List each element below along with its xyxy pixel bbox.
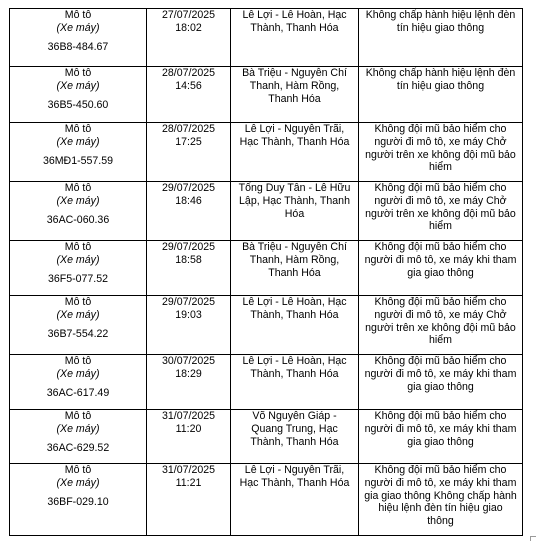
violation-time: 17:25: [175, 135, 202, 148]
table-row: [10, 296, 523, 355]
license-plate: 36AC-617.49: [46, 386, 110, 399]
violation-location: Bà Triệu - Nguyễn Chí Thanh, Hàm Rồng, Thanh Hóa: [242, 241, 347, 279]
vehicle-cell: [10, 182, 147, 241]
violation-cell: [359, 464, 523, 536]
datetime-cell: [147, 241, 231, 296]
table-row: [10, 241, 523, 296]
vehicle-type: Mô tô: [64, 296, 92, 308]
vehicle-cell: [10, 123, 147, 182]
vehicle-cell: [10, 67, 147, 123]
vehicle-type: Mô tô: [64, 410, 92, 422]
violation-date: 29/07/2025: [161, 296, 216, 308]
violation-time: 18:29: [175, 367, 202, 380]
vehicle-cell: [10, 9, 147, 67]
vehicle-cell: [10, 296, 147, 355]
violation-cell: [359, 67, 523, 123]
vehicle-subtype: (Xe máy): [56, 21, 100, 34]
location-cell: [231, 296, 359, 355]
table-row: [10, 123, 523, 182]
table-row: [10, 182, 523, 241]
license-plate: 36AC-629.52: [46, 441, 110, 454]
violation-location: Lê Lợi - Lê Hoàn, Hạc Thành, Thanh Hóa: [242, 9, 347, 34]
violation-location: Võ Nguyên Giáp - Quang Trung, Hạc Thành, Thanh Hóa: [250, 410, 339, 448]
violations-table: [9, 8, 523, 536]
vehicle-type: Mô tô: [64, 123, 92, 135]
violation-time: 11:21: [175, 476, 202, 489]
table-row: [10, 9, 523, 67]
violation-date: 31/07/2025: [161, 410, 216, 422]
location-cell: [231, 182, 359, 241]
datetime-cell: [147, 296, 231, 355]
violation-cell: [359, 296, 523, 355]
vehicle-type: Mô tô: [64, 9, 92, 21]
page-corner-mark: [530, 536, 536, 541]
vehicle-subtype: (Xe máy): [56, 194, 100, 207]
violation-description: Không chấp hành hiệu lệnh đèn tín hiệu giao thông: [365, 9, 516, 34]
violation-location: Lê Lợi - Lê Hoàn, Hạc Thành, Thanh Hóa: [242, 296, 347, 321]
vehicle-subtype: (Xe máy): [56, 422, 100, 435]
license-plate: 36MĐ1-557.59: [42, 154, 114, 167]
vehicle-type: Mô tô: [64, 241, 92, 253]
location-cell: [231, 123, 359, 182]
violation-description: Không đội mũ bảo hiểm cho người đi mô tô, xe máy khi tham gia giao thông: [364, 355, 517, 393]
violation-date: 30/07/2025: [161, 355, 216, 367]
datetime-cell: [147, 67, 231, 123]
vehicle-cell: [10, 464, 147, 536]
table-row: [10, 464, 523, 536]
vehicle-type: Mô tô: [64, 67, 92, 79]
location-cell: [231, 410, 359, 464]
vehicle-subtype: (Xe máy): [56, 253, 100, 266]
violation-cell: [359, 355, 523, 410]
violation-description: Không đội mũ bảo hiểm cho người đi mô tô, xe máy khi tham gia giao thông Không chấp hành hiệu lệnh đèn tín hiệu giao thông: [364, 464, 517, 528]
violation-description: Không đội mũ bảo hiểm cho người đi mô tô, xe máy Chở người trên xe không đội mũ bảo hiểm: [365, 296, 516, 347]
table-row: [10, 410, 523, 464]
vehicle-type: Mô tô: [64, 182, 92, 194]
datetime-cell: [147, 355, 231, 410]
violation-date: 29/07/2025: [161, 241, 216, 253]
table-row: [10, 355, 523, 410]
license-plate: 36BF-029.10: [47, 495, 109, 508]
violation-date: 27/07/2025: [161, 9, 216, 21]
vehicle-subtype: (Xe máy): [56, 308, 100, 321]
license-plate: 36B5-450.60: [47, 98, 109, 111]
vehicle-subtype: (Xe máy): [56, 367, 100, 380]
datetime-cell: [147, 123, 231, 182]
violation-time: 19:03: [175, 308, 202, 321]
location-cell: [231, 9, 359, 67]
license-plate: 36F5-077.52: [47, 272, 109, 285]
violation-description: Không đội mũ bảo hiểm cho người đi mô tô, xe máy Chở người trên xe không đội mũ bảo hiểm: [365, 123, 516, 174]
violation-location: Lê Lợi - Nguyễn Trãi, Hạc Thành, Thanh Hóa: [239, 123, 350, 148]
violation-cell: [359, 9, 523, 67]
vehicle-cell: [10, 355, 147, 410]
violation-time: 14:56: [175, 79, 202, 92]
violation-time: 18:58: [175, 253, 202, 266]
vehicle-type: Mô tô: [64, 355, 92, 367]
violation-cell: [359, 182, 523, 241]
violation-description: Không đội mũ bảo hiểm cho người đi mô tô, xe máy khi tham gia giao thông: [364, 241, 517, 279]
violation-cell: [359, 123, 523, 182]
location-cell: [231, 464, 359, 536]
violation-time: 18:46: [175, 194, 202, 207]
license-plate: 36B7-554.22: [47, 327, 109, 340]
vehicle-cell: [10, 410, 147, 464]
table-row: [10, 67, 523, 123]
violation-location: Lê Lợi - Lê Hoàn, Hạc Thành, Thanh Hóa: [242, 355, 347, 380]
vehicle-cell: [10, 241, 147, 296]
location-cell: [231, 67, 359, 123]
location-cell: [231, 241, 359, 296]
violation-date: 31/07/2025: [161, 464, 216, 476]
violation-date: 28/07/2025: [161, 67, 216, 79]
violation-cell: [359, 241, 523, 296]
violation-date: 28/07/2025: [161, 123, 216, 135]
violation-description: Không chấp hành hiệu lệnh đèn tín hiệu giao thông: [365, 67, 516, 92]
violation-date: 29/07/2025: [161, 182, 216, 194]
datetime-cell: [147, 464, 231, 536]
violation-description: Không đội mũ bảo hiểm cho người đi mô tô, xe máy Chở người trên xe không đội mũ bảo hiểm: [365, 182, 516, 233]
vehicle-type: Mô tô: [64, 464, 92, 476]
violation-time: 11:20: [175, 422, 202, 435]
vehicle-subtype: (Xe máy): [56, 135, 100, 148]
violation-time: 18:02: [175, 21, 202, 34]
violation-location: Lê Lợi - Nguyễn Trãi, Hạc Thành, Thanh Hóa: [239, 464, 350, 489]
violation-location: Bà Triệu - Nguyễn Chí Thanh, Hàm Rồng, Thanh Hóa: [242, 67, 347, 105]
license-plate: 36AC-060.36: [46, 213, 110, 226]
license-plate: 36B8-484.67: [47, 40, 109, 53]
violation-cell: [359, 410, 523, 464]
vehicle-subtype: (Xe máy): [56, 476, 100, 489]
datetime-cell: [147, 9, 231, 67]
datetime-cell: [147, 410, 231, 464]
violation-location: Tống Duy Tân - Lê Hữu Lập, Hạc Thành, Thanh Hóa: [238, 182, 351, 220]
vehicle-subtype: (Xe máy): [56, 79, 100, 92]
violations-table-body: [10, 9, 523, 536]
datetime-cell: [147, 182, 231, 241]
location-cell: [231, 355, 359, 410]
violation-description: Không đội mũ bảo hiểm cho người đi mô tô, xe máy khi tham gia giao thông: [364, 410, 517, 448]
